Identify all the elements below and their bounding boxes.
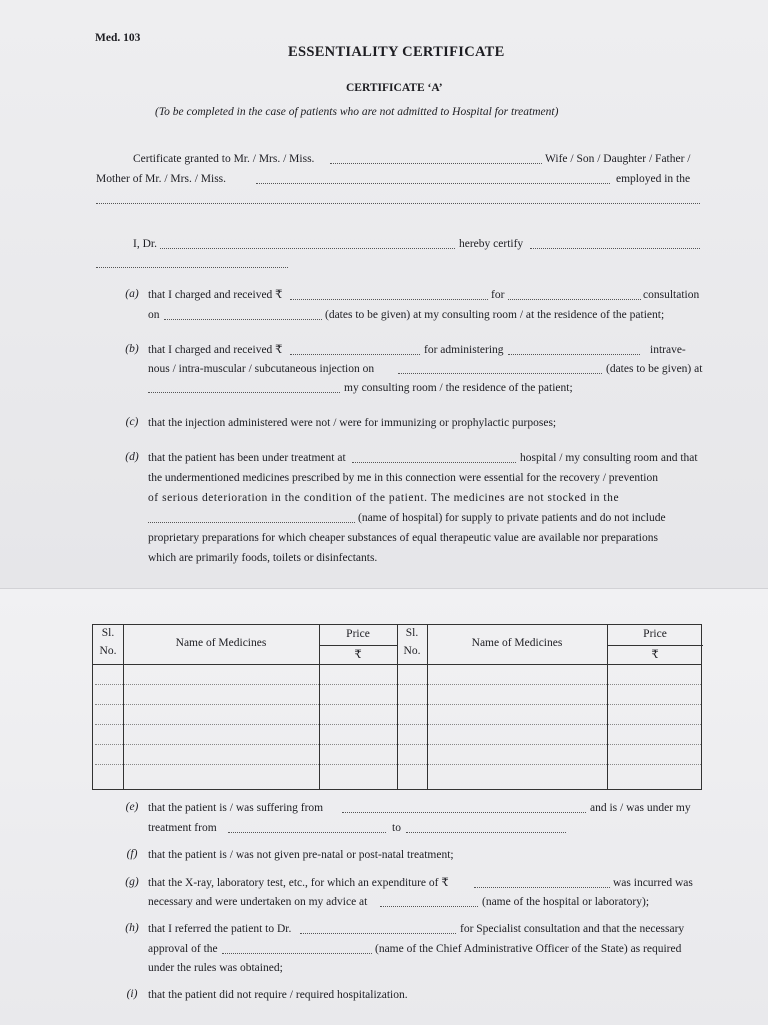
clause-g-hospital-text: (name of the hospital or laboratory);: [482, 896, 650, 908]
clause-b-purpose-field[interactable]: [508, 354, 640, 355]
clause-b-place-text: my consulting room / the residence of the patient;: [344, 382, 573, 394]
col-currency-2: ₹: [651, 649, 659, 661]
clause-g-place-field[interactable]: [380, 906, 478, 907]
table-row[interactable]: [95, 724, 701, 725]
employment-field[interactable]: [96, 203, 700, 204]
clause-d-line6: which are primarily foods, toilets or disinfectants.: [148, 552, 378, 564]
clause-a-amount-field[interactable]: [290, 299, 488, 300]
page-title: ESSENTIALITY CERTIFICATE: [288, 44, 505, 60]
clause-f-label: (f): [126, 848, 138, 860]
clause-b-amount-field[interactable]: [290, 354, 420, 355]
clause-d-line5: proprietary preparations for which cheaper substances of equal therapeutic value are available nor preparations: [148, 532, 658, 544]
clause-d-hospital-field[interactable]: [148, 522, 355, 523]
certify-field-cont[interactable]: [96, 267, 288, 268]
clause-i-label: (i): [126, 988, 138, 1000]
clause-e-to: to: [392, 822, 401, 834]
clause-h-text: that I referred the patient to Dr.: [148, 923, 292, 935]
instruction-text: (To be completed in the case of patients who are not admitted to Hospital for treatment): [155, 106, 559, 118]
clause-b-dates-text: (dates to be given) at: [606, 363, 703, 375]
table-row[interactable]: [95, 744, 701, 745]
clause-h-approval: approval of the: [148, 943, 218, 955]
clause-e-text: that the patient is / was suffering from: [148, 802, 324, 814]
col-no-2: No.: [403, 645, 421, 657]
clause-b-place-field[interactable]: [148, 392, 340, 393]
clause-e-from-field[interactable]: [228, 832, 386, 833]
clause-b-label: (b): [125, 343, 139, 355]
col-currency: ₹: [354, 649, 362, 661]
clause-e-illness-field[interactable]: [342, 812, 586, 813]
table-row[interactable]: [95, 764, 701, 765]
clause-h-doctor-field[interactable]: [300, 933, 456, 934]
clause-a-for: for: [491, 289, 505, 301]
clause-g-label: (g): [125, 876, 139, 888]
clause-a-dates-text: (dates to be given) at my consulting room / at the residence of the patient;: [325, 309, 665, 321]
table-row[interactable]: [95, 684, 701, 685]
col-price: Price: [346, 628, 370, 640]
doctor-label: I, Dr.: [133, 238, 157, 250]
medicines-table: [92, 624, 702, 790]
clause-d-line3: of serious deterioration in the condition of the patient. The medicines are not stocked in the: [148, 492, 620, 504]
clause-h-label: (h): [125, 922, 139, 934]
intro-line2-end: employed in the: [616, 173, 691, 185]
clause-d-label: (d): [125, 451, 139, 463]
clause-b-dates-field[interactable]: [398, 373, 602, 374]
col-sl: Sl.: [101, 627, 115, 639]
clause-g-amount-field[interactable]: [474, 887, 610, 888]
clause-c-label: (c): [125, 416, 139, 428]
clause-a-dates-field[interactable]: [164, 319, 322, 320]
patient-name-field[interactable]: [330, 163, 542, 164]
price-divider: [319, 645, 397, 646]
clause-e-under: and is / was under my: [590, 802, 691, 814]
clause-e-from: treatment from: [148, 822, 217, 834]
clause-i-text: that the patient did not require / required hospitalization.: [148, 989, 408, 1001]
col-name-2: Name of Medicines: [471, 637, 563, 649]
clause-g-incurred: was incurred was: [613, 877, 693, 889]
certificate-subtitle: CERTIFICATE ‘A’: [346, 82, 443, 94]
table-header-line: [93, 664, 701, 665]
clause-b-intrave: intrave-: [650, 344, 686, 356]
clause-d-place-field[interactable]: [352, 462, 516, 463]
intro-line1-start: Certificate granted to Mr. / Mrs. / Miss.: [133, 153, 315, 165]
clause-a-on: on: [148, 309, 160, 321]
clause-a-label: (a): [125, 288, 139, 300]
clause-a-purpose-field[interactable]: [508, 299, 641, 300]
certify-text: hereby certify: [459, 238, 524, 250]
clause-h-officer-field[interactable]: [222, 953, 372, 954]
clause-d-line2: the undermentioned medicines prescribed by me in this connection were essential for the recovery / prevention: [148, 472, 658, 484]
clause-e-label: (e): [125, 801, 139, 813]
intro-line2-start: Mother of Mr. / Mrs. / Miss.: [96, 173, 227, 185]
clause-g-text: that the X-ray, laboratory test, etc., for which an expenditure of ₹: [148, 877, 449, 889]
clause-d-text: that the patient has been under treatment at: [148, 452, 346, 464]
clause-h-specialist: for Specialist consultation and that the necessary: [460, 923, 685, 935]
clause-b-for: for administering: [424, 344, 504, 356]
clause-d-hospital-text: hospital / my consulting room and that: [520, 452, 698, 464]
clause-f-text: that the patient is / was not given pre-natal or post-natal treatment;: [148, 849, 454, 861]
clause-h-rules: under the rules was obtained;: [148, 962, 283, 974]
clause-e-to-field[interactable]: [406, 832, 566, 833]
clause-b-text: that I charged and received ₹: [148, 344, 283, 356]
clause-b-injection: nous / intra-muscular / subcutaneous injection on: [148, 363, 375, 375]
clause-g-advice: necessary and were undertaken on my advice at: [148, 896, 368, 908]
col-name: Name of Medicines: [175, 637, 267, 649]
clause-d-line4: (name of hospital) for supply to private patients and do not include: [358, 512, 666, 524]
certify-field[interactable]: [530, 248, 700, 249]
clause-c-text: that the injection administered were not / were for immunizing or prophylactic purposes;: [148, 417, 557, 429]
table-row[interactable]: [95, 704, 701, 705]
col-no: No.: [99, 645, 117, 657]
col-price-2: Price: [643, 628, 667, 640]
clause-a-text: that I charged and received ₹: [148, 289, 283, 301]
doctor-name-field[interactable]: [160, 248, 455, 249]
guardian-name-field[interactable]: [256, 183, 610, 184]
col-sl-2: Sl.: [405, 627, 419, 639]
price-divider: [607, 645, 703, 646]
clause-h-officer-text: (name of the Chief Administrative Officer of the State) as required: [375, 943, 682, 955]
form-number: Med. 103: [95, 32, 141, 44]
clause-a-consultation: consultation: [643, 289, 700, 301]
intro-line1-end: Wife / Son / Daughter / Father /: [545, 153, 691, 165]
